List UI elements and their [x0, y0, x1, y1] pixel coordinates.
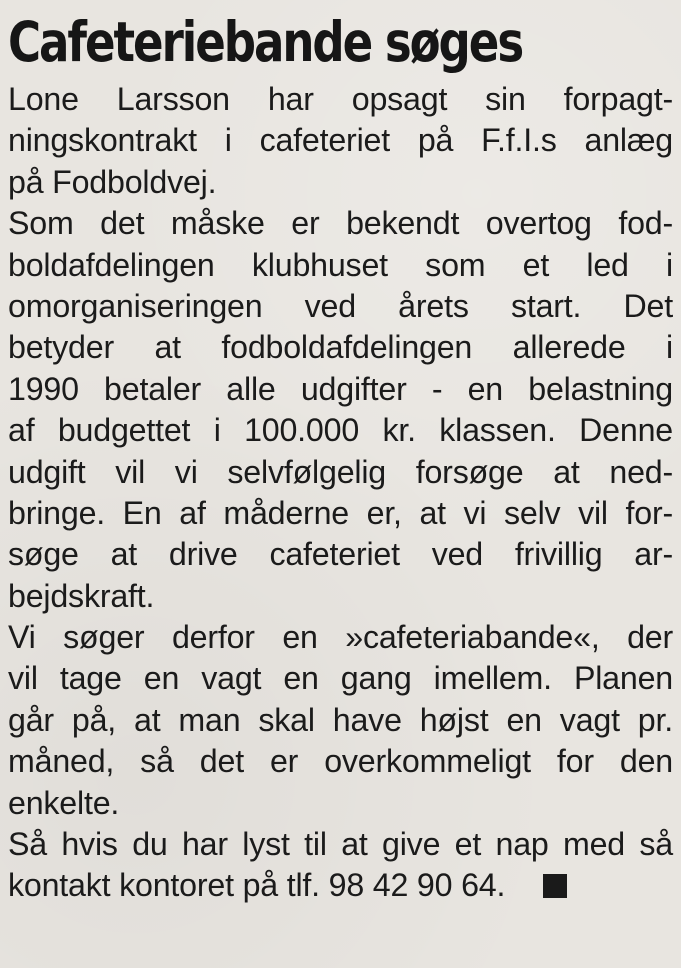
paragraph-2-line-8: bringe. En af måderne er, at vi selv vil for-	[8, 494, 673, 531]
paragraph-2-line-9: søge at drive cafeteriet ved frivillig ar-	[8, 536, 673, 573]
paragraph-2-line-3: omorganiseringen ved årets start. Det	[8, 287, 673, 324]
paragraph-2-line-7: udgift vil vi selvfølgelig forsøge at ned-	[8, 453, 673, 490]
article-body	[8, 79, 673, 907]
paragraph-1-line-2: ningskontrakt i cafeteriet på F.f.I.s anlæg	[8, 122, 673, 159]
paragraph-2-line-10: bejdskraft.	[8, 577, 155, 614]
contact-line-text: kontakt kontoret på tlf. 98 42 90 64.	[8, 867, 506, 904]
paragraph-2-line-4: betyder at fodboldafdelingen allerede i	[8, 329, 673, 366]
paragraph-1-line-1: Lone Larsson har opsagt sin forpagt-	[8, 81, 673, 117]
paragraph-2-line-1: Som det måske er bekendt overtog fod-	[8, 205, 673, 242]
paragraph-3-line-4: måned, så det er overkommeligt for den	[8, 743, 673, 780]
paragraph-2	[8, 203, 673, 617]
paragraph-2-line-6: af budgettet i 100.000 kr. klassen. Denne	[8, 412, 673, 449]
end-mark-square-icon	[543, 874, 567, 898]
paragraph-4	[8, 824, 673, 907]
paragraph-3-line-2: vil tage en vagt en gang imellem. Planen	[8, 660, 673, 697]
paragraph-2-line-2: boldafdelingen klubhuset som et led i	[8, 246, 673, 283]
paragraph-2-line-5: 1990 betaler alle udgifter - en belastning	[8, 370, 673, 407]
paragraph-4-line-2	[8, 865, 673, 906]
paragraph-4-line-1: Så hvis du har lyst til at give et nap med så	[8, 826, 673, 863]
paragraph-1-line-3: på Fodboldvej.	[8, 163, 217, 200]
paragraph-3-line-1: Vi søger derfor en »cafeteriabande«, der	[8, 619, 673, 656]
paragraph-1	[8, 79, 673, 203]
paragraph-3-line-3: går på, at man skal have højst en vagt pr.	[8, 701, 673, 738]
paragraph-3	[8, 617, 673, 824]
article-title: Cafeteriebande søges	[8, 10, 523, 74]
paragraph-3-line-5: enkelte.	[8, 784, 120, 821]
